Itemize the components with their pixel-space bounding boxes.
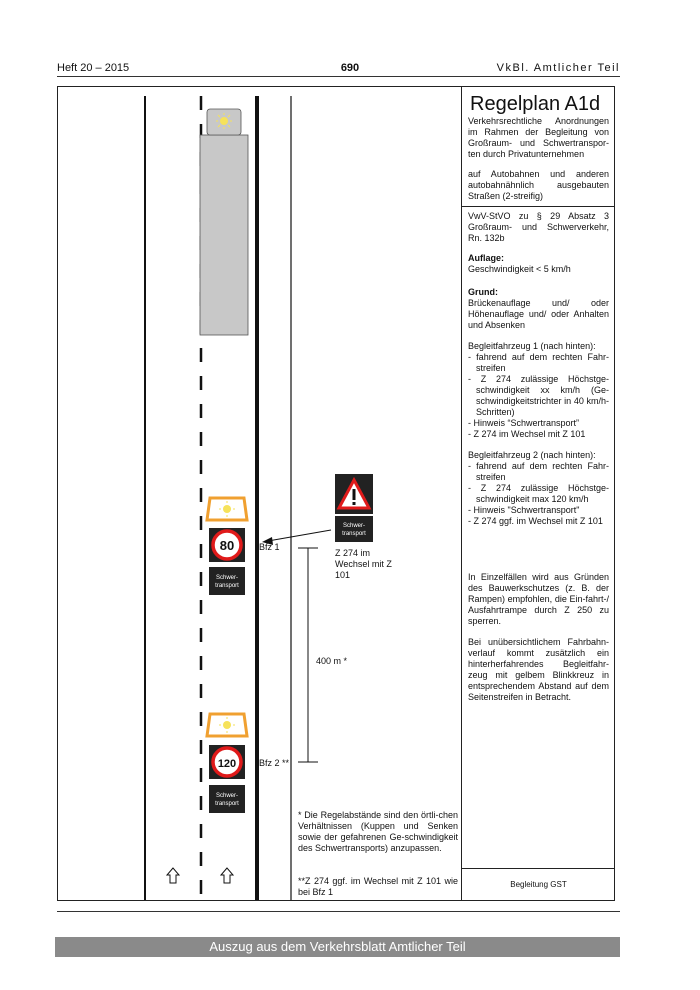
- list-item: - fahrend auf dem rechten Fahr-streifen: [468, 461, 609, 482]
- beacon-icon: [223, 721, 231, 729]
- footnote-2: **Z 274 ggf. im Wechsel mit Z 101 wie bei Bfz 1: [298, 876, 458, 897]
- publication-banner: Auszug aus dem Verkehrsblatt Amtlicher Teil: [55, 937, 620, 957]
- footnote-1: * Die Regelabstände sind den örtli-chen Verhältnissen (Kuppen und Senken sowie der gefahrenen Ge-schwindigkeit des Schwertransports) anzupassen.: [298, 810, 458, 853]
- header-publication: VkBl. Amtlicher Teil: [496, 62, 620, 74]
- pointer-arrow: [268, 530, 331, 541]
- header-issue: Heft 20 – 2015: [57, 62, 130, 74]
- panel-footer: Begleitung GST: [462, 868, 615, 901]
- list-item: - Hinweis “Schwertransport”: [468, 418, 580, 428]
- sign-caption: Z 274 im Wechsel mit Z 101: [335, 548, 392, 580]
- list-item: - Z 274 zulässige Höchstge-schwindigkeit max 120 km/h: [468, 483, 609, 504]
- schwertransport-board: [209, 567, 245, 595]
- auflage-text: Geschwindigkeit < 5 km/h: [468, 264, 571, 274]
- escort-vehicle-2: [207, 714, 247, 813]
- beacon-icon: [223, 505, 231, 513]
- svg-text:Schwer-: Schwer-: [342, 523, 366, 529]
- plan-road-type: auf Autobahnen und anderen autobahnähnlich ausgebauten Straßen (2-streifig): [468, 169, 609, 201]
- bfz1-list: [462, 352, 615, 440]
- bfz1-label: Bfz 1: [259, 542, 280, 552]
- bfz2-label: Bfz 2 **: [259, 758, 290, 768]
- distance-label: 400 m *: [316, 656, 348, 666]
- list-item: - fahrend auf dem rechten Fahr-streifen: [468, 352, 609, 373]
- unuebersicht-text: Bei unübersichtlichem Fahrbahn-verlauf kommt zusätzlich ein hinterherfahrendes Begleitfahr-zeug mit gelbem Blinkkreuz in entsprechendem Abstand auf dem Seitenstreifen in Betracht.: [468, 637, 609, 702]
- enlarged-sign-z101: [335, 474, 373, 542]
- svg-text:transport: transport: [215, 801, 239, 807]
- bfz2-heading: Begleitfahrzeug 2 (nach hinten):: [468, 450, 596, 460]
- speed-limit-80: 80: [219, 538, 235, 553]
- svg-text:Schwer-: Schwer-: [215, 575, 239, 581]
- svg-text:transport: transport: [215, 583, 239, 589]
- auflage-heading: Auflage:: [468, 253, 504, 263]
- bfz1-heading: Begleitfahrzeug 1 (nach hinten):: [468, 341, 596, 351]
- escort-vehicle-1: [207, 498, 247, 595]
- speed-limit-120: 120: [217, 758, 237, 770]
- info-panel: [461, 86, 615, 901]
- plan-title: Regelplan A1d: [470, 93, 601, 115]
- header-page-number: 690: [340, 62, 360, 74]
- list-item: - Z 274 ggf. im Wechsel mit Z 101: [468, 516, 603, 526]
- vwv-reference: VwV-StVO zu § 29 Absatz 3 Großraum- und Schwerverkehr, Rn. 132b: [468, 211, 609, 243]
- plan-intro: Verkehrsrechtliche Anordnungen im Rahmen der Begleitung von Großraum- und Schwertranspor-ten durch Privatunternehmen: [468, 116, 609, 159]
- svg-text:Schwer-: Schwer-: [215, 793, 239, 799]
- beacon-icon: [220, 117, 228, 125]
- list-item: - Z 274 zulässige Höchstge-schwindigkeit xx km/h (Ge-schwindigkeitstrichter in 40 km/h-Schritten): [468, 374, 609, 417]
- svg-text:transport: transport: [342, 531, 366, 537]
- panel-divider: [462, 206, 615, 207]
- grund-text: Brückenauflage und/ oder Höhenauflage und/ oder Anhalten und Absenken: [468, 298, 609, 330]
- einzelfall-text: In Einzelfällen wird aus Gründen des Bauwerkschutzes (z. B. der Rampen) empfohlen, die Ein-fahrt-/ Ausfahrtrampe durch Z 250 zu sperren.: [468, 572, 609, 626]
- bottom-rule: [57, 911, 620, 912]
- schwertransport-board: [209, 785, 245, 813]
- list-item: - Z 274 im Wechsel mit Z 101: [468, 429, 586, 439]
- grund-heading: Grund:: [468, 287, 498, 297]
- heavy-transport-vehicle: [200, 109, 248, 335]
- distance-dimension: [298, 548, 318, 762]
- bfz2-list: [462, 461, 615, 527]
- list-item: - Hinweis "Schwertransport": [468, 505, 580, 515]
